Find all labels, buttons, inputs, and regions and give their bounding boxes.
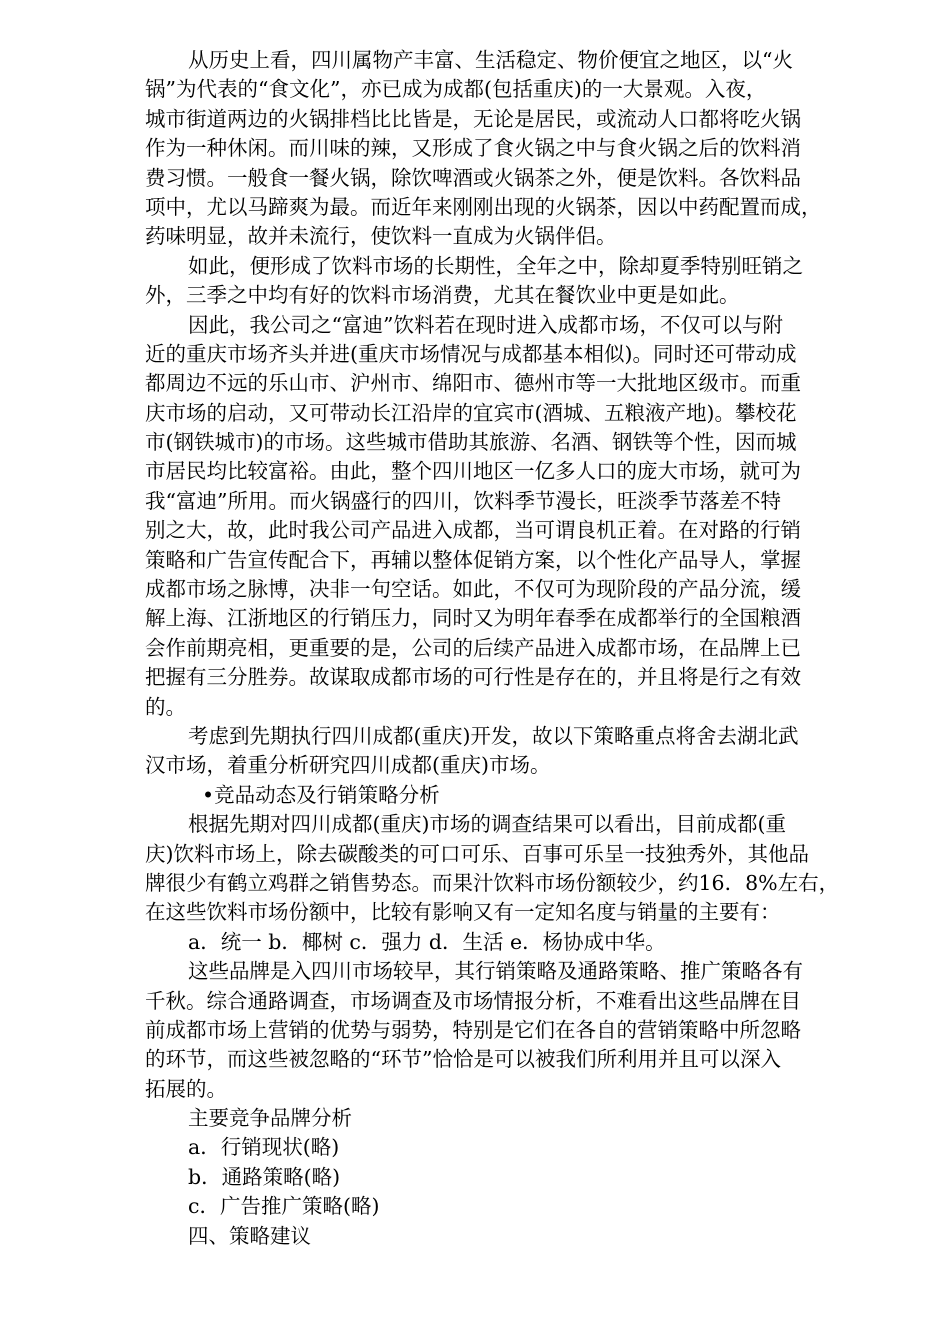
text-line: 项中，尤以马蹄爽为最。而近年来刚刚出现的火锅茶，因以中药配置而成，: [145, 194, 822, 219]
text-line: 考虑到先期执行四川成都(重庆)开发，故以下策略重点将舍去湖北武: [188, 723, 799, 748]
text-line: 牌很少有鹤立鸡群之销售势态。而果汁饮料市场份额较少，约16．8%左右，: [145, 870, 840, 895]
text-line: 市居民均比较富裕。由此，整个四川地区一亿多人口的庞大市场，就可为: [145, 459, 801, 484]
text-line: 庆)饮料市场上，除去碳酸类的可口可乐、百事可乐呈一技独秀外，其他品: [145, 841, 809, 866]
text-line: 近的重庆市场齐头并进(重庆市场情况与成都基本相似)。同时还可带动成: [145, 341, 797, 366]
list-item: [145, 1163, 890, 1192]
paragraph-market-longevity: [145, 252, 890, 311]
text-line: 拓展的。: [145, 1076, 227, 1101]
list-item: [145, 1192, 890, 1221]
text-line: 锅”为代表的“食文化”，亦已成为成都(包括重庆)的一大景观。入夜，: [145, 77, 767, 102]
brand-list: [145, 928, 890, 957]
heading-text: 主要竞争品牌分析: [188, 1106, 352, 1131]
list-item-text: a．行销现状(略): [188, 1135, 340, 1160]
section-heading-strategy-suggestions: [145, 1222, 890, 1251]
text-line: 我“富迪”所用。而火锅盛行的四川，饮料季节漫长，旺淡季节落差不特: [145, 488, 781, 513]
section-heading-main-competitors: [145, 1104, 890, 1133]
text-line: 药味明显，故并未流行，使饮料一直成为火锅伴侣。: [145, 224, 617, 249]
text-line: 在这些饮料市场份额中，比较有影响又有一定知名度与销量的主要有：: [145, 900, 781, 925]
text-line: 成都市场之脉博，决非一句空话。如此，不仅可为现阶段的产品分流，缓: [145, 577, 801, 602]
document-body: [145, 46, 890, 1251]
paragraph-food-culture: [145, 46, 890, 252]
text-line: 费习惯。一般食一餐火锅，除饮啤酒或火锅茶之外，便是饮料。各饮料品: [145, 165, 801, 190]
list-item-text: b．通路策略(略): [188, 1164, 341, 1189]
text-line: 外，三季之中均有好的饮料市场消费，尤其在餐饮业中更是如此。: [145, 283, 740, 308]
paragraph-market-entry: [145, 311, 890, 722]
text-line: 城市街道两边的火锅排档比比皆是，无论是居民，或流动人口都将吃火锅: [145, 106, 801, 131]
paragraph-survey-results: [145, 810, 890, 928]
text-line: 作为一种休闲。而川味的辣，又形成了食火锅之中与食火锅之后的饮料消: [145, 136, 801, 161]
text-line: 会作前期亮相，更重要的是，公司的后续产品进入成都市场，在品牌上已: [145, 635, 801, 660]
paragraph-strategy-focus: [145, 722, 890, 781]
text-line: 这些品牌是入四川市场较早，其行销策略及通路策略、推广策略各有: [188, 959, 803, 984]
heading-text: •竞品动态及行销策略分析: [202, 782, 440, 807]
section-heading-competitor-dynamics: [145, 781, 890, 810]
text-line: 策略和广告宣传配合下，再辅以整体促销方案，以个性化产品导人，掌握: [145, 547, 801, 572]
text-line: 前成都市场上营销的优势与弱势，特别是它们在各自的营销策略中所忽略: [145, 1017, 801, 1042]
text-line: 的。: [145, 694, 186, 719]
list-item: [145, 1133, 890, 1162]
text-line: 根据先期对四川成都(重庆)市场的调查结果可以看出，目前成都(重: [188, 812, 786, 837]
text-line: 的环节，而这些被忽略的“环节”恰恰是可以被我们所利用并且可以深入: [145, 1047, 781, 1072]
text-line: 解上海、江浙地区的行销压力，同时又为明年春季在成都举行的全国粮酒: [145, 606, 801, 631]
text-line: 从历史上看，四川属物产丰富、生活稳定、物价便宜之地区，以“火: [188, 48, 793, 72]
paragraph-brand-analysis: [145, 957, 890, 1104]
text-line: 市(钢铁城市)的市场。这些城市借助其旅游、名酒、钢铁等个性，因而城: [145, 430, 797, 455]
text-line: 庆市场的启动，又可带动长江沿岸的宜宾市(酒城、五粮液产地)。攀校花: [145, 400, 797, 425]
text-line: 都周边不远的乐山市、沪州市、绵阳市、德州市等一大批地区级市。而重: [145, 371, 801, 396]
list-item-text: c．广告推广策略(略): [188, 1194, 380, 1219]
text-line: 汉市场，着重分析研究四川成都(重庆)市场。: [145, 753, 551, 778]
text-line: 把握有三分胜券。故谋取成都市场的可行性是存在的，并且将是行之有效: [145, 665, 801, 690]
text-line: 因此，我公司之“富迪”饮料若在现时进入成都市场，不仅可以与附: [188, 312, 783, 337]
text-line: 如此，便形成了饮料市场的长期性，全年之中，除却夏季特别旺销之: [188, 253, 803, 278]
text-line: a．统一 b．椰树 c．强力 d．生活 e．杨协成中华。: [188, 929, 666, 954]
heading-text: 四、策略建议: [188, 1223, 311, 1248]
text-line: 别之大，故，此时我公司产品进入成都，当可谓良机正着。在对路的行销: [145, 518, 801, 543]
text-line: 千秋。综合通路调查，市场调查及市场情报分析，不难看出这些品牌在目: [145, 988, 801, 1013]
